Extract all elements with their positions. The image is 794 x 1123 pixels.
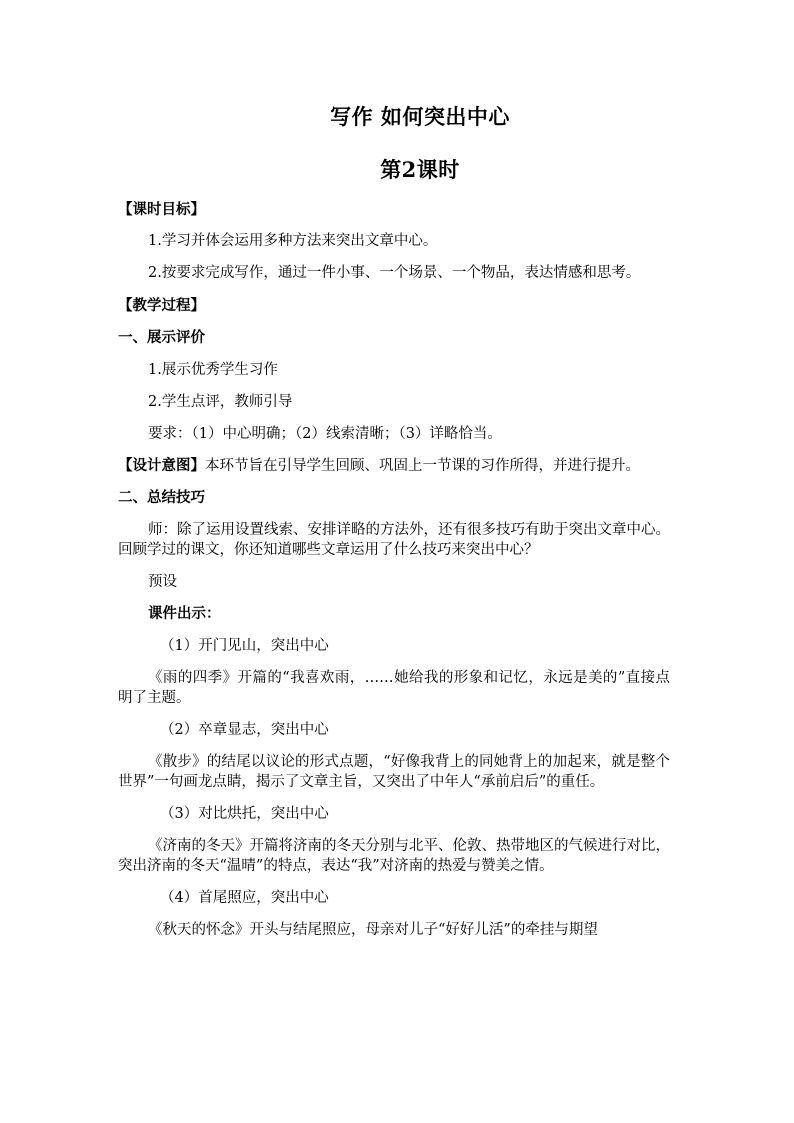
design-intent xyxy=(118,456,670,476)
design-text: 本环节旨在引导学生回顾、巩固上一节课的习作所得，并进行提升。 xyxy=(205,458,640,474)
goal-2: 2.按要求完成写作，通过一件小事、一个场景、一个物品，表达情感和思考。 xyxy=(148,265,641,281)
courseware-label: 课件出示： xyxy=(148,605,221,622)
document-body xyxy=(118,200,670,940)
part1-item-2: 2.学生点评，教师引导 xyxy=(148,394,293,410)
tip-2-text: 《散步》的结尾以议论的形式点题，“好像我背上的同她背上的加起来，就是整个世界”一句画龙点睛，揭示了文章主旨，又突出了中年人“承前启后”的重任。 xyxy=(118,754,670,790)
part1-requirement: 要求：（1）中心明确；（2）线索清晰；（3）详略恰当。 xyxy=(148,426,502,442)
process-heading: 【教学过程】 xyxy=(118,297,205,314)
document-title: 写作 如何突出中心 xyxy=(330,104,510,129)
part1-item-1: 1.展示优秀学生习作 xyxy=(148,362,278,378)
tip-1-text: 《雨的四季》开篇的“我喜欢雨，……她给我的形象和记忆，永远是美的”直接点明了主题。 xyxy=(118,670,670,706)
part2-heading: 二、总结技巧 xyxy=(118,489,205,506)
teacher-text: 师：除了运用设置线索、安排详略的方法外，还有很多技巧有助于突出文章中心。回顾学过的课文，你还知道哪些文章运用了什么技巧来突出中心？ xyxy=(118,522,670,558)
goal-1: 1.学习并体会运用多种方法来突出文章中心。 xyxy=(148,233,438,249)
lesson-subtitle: 第2课时 xyxy=(380,157,460,182)
tip-4-text: 《秋天的怀念》开头与结尾照应，母亲对儿子“好好儿活”的牵挂与期望 xyxy=(148,922,598,938)
tip-1-title: （1）开门见山，突出中心 xyxy=(160,638,329,654)
tip-2-title: （2）卒章显志，突出中心 xyxy=(160,722,329,738)
preset-label: 预设 xyxy=(148,574,177,590)
part1-heading: 一、展示评价 xyxy=(118,329,205,346)
tip-4-title: （4）首尾照应，突出中心 xyxy=(160,890,329,906)
tip-3-text: 《济南的冬天》开篇将济南的冬天分别与北平、伦敦、热带地区的气候进行对比，突出济南的冬天“温晴”的特点，表达“我”对济南的热爱与赞美之情。 xyxy=(118,838,670,874)
tip-3-title: （3）对比烘托，突出中心 xyxy=(160,806,329,822)
design-label: 【设计意图】 xyxy=(118,457,205,474)
goals-heading: 【课时目标】 xyxy=(118,201,205,218)
